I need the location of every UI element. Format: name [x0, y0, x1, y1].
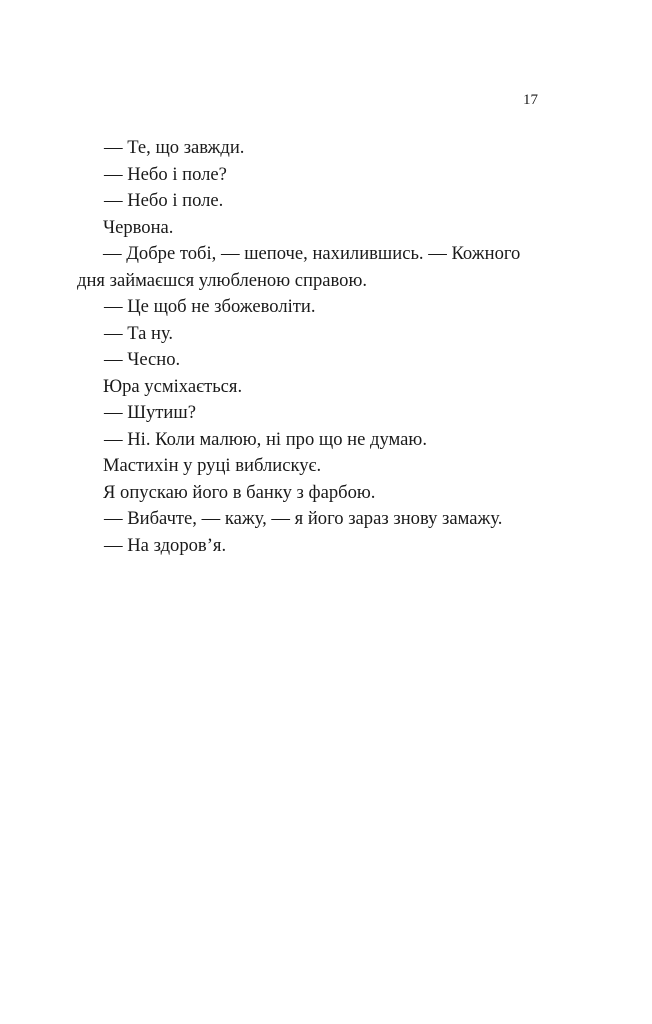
paragraph-12: Мастихін у руці виблискує. [103, 455, 322, 476]
paragraph-5 [77, 241, 539, 294]
page-number: 17 [523, 92, 538, 108]
paragraph-5-line-2: дня займаєшся улюбленою справою. [77, 269, 368, 291]
paragraph-4: Червона. [103, 216, 174, 238]
paragraph-6: — Це щоб не збожеволіти. [104, 296, 316, 317]
text-block [77, 135, 539, 559]
paragraph-3: — Небо і поле. [104, 190, 224, 211]
paragraph-7: — Та ну. [104, 322, 174, 344]
paragraph-5-line-1: — Добре тобі, — шепоче, нахилившись. — Кожного [103, 243, 521, 264]
paragraph-13: Я опускаю його в банку з фарбою. [103, 481, 376, 503]
paragraph-10: — Шутиш? [104, 402, 196, 423]
paragraph-9: Юра усміхається. [103, 375, 243, 397]
paragraph-15: — На здоров’я. [104, 534, 227, 556]
paragraph-2: — Небо і поле? [104, 163, 227, 185]
paragraph-1: — Те, що завжди. [104, 137, 245, 158]
paragraph-11: — Ні. Коли малюю, ні про що не думаю. [104, 428, 427, 450]
paragraph-14: — Вибачте, — кажу, — я його зараз знову замажу. [104, 508, 503, 529]
paragraph-8: — Чесно. [104, 349, 181, 370]
